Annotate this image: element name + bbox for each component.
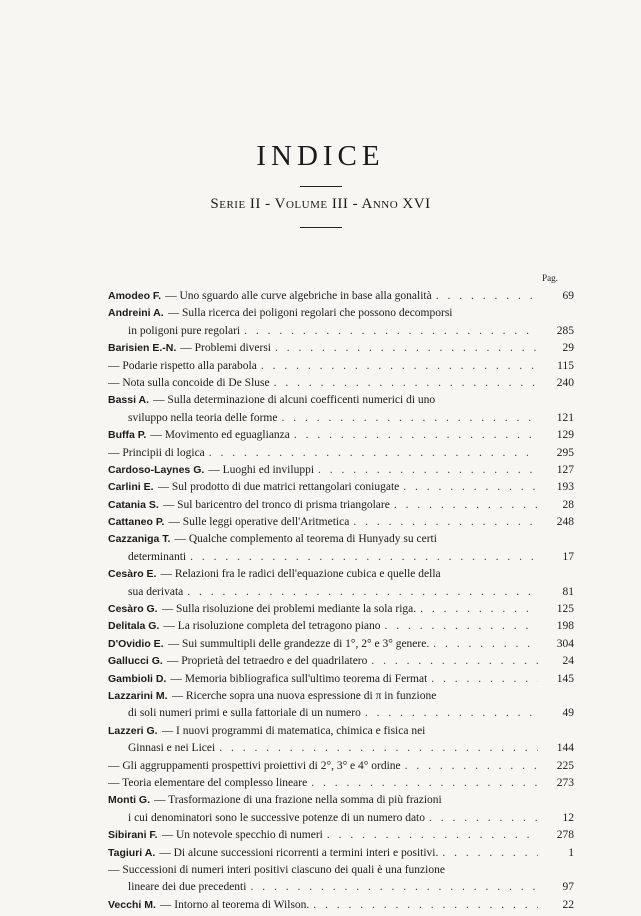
leader-dots bbox=[274, 377, 538, 389]
leader-dots bbox=[403, 481, 538, 493]
entry-page-number: 121 bbox=[556, 411, 574, 424]
entry-page-number: 273 bbox=[556, 776, 574, 789]
entry-title: — Principii di logica bbox=[108, 446, 205, 459]
entry-page-number: 29 bbox=[562, 342, 574, 355]
entry-author: Amodeo F. bbox=[108, 290, 162, 302]
leader-dots bbox=[429, 812, 538, 824]
index-entry bbox=[108, 551, 574, 568]
entry-title: — Gli aggruppamenti prospettivi proiettivi di 2°, 3° e 4° ordine bbox=[108, 759, 401, 772]
entry-page-number: 129 bbox=[556, 429, 574, 442]
leader-dots bbox=[190, 551, 538, 563]
leader-dots bbox=[275, 342, 538, 354]
leader-dots bbox=[436, 290, 538, 302]
index-entry bbox=[108, 464, 574, 481]
index-entry bbox=[108, 325, 574, 342]
entry-title: — Qualche complemento al teorema di Hunyady su certi bbox=[174, 533, 437, 546]
entry-title: — Intorno al teorema di Wilson. bbox=[159, 898, 310, 911]
index-entry bbox=[108, 707, 574, 724]
index-entry bbox=[108, 447, 574, 464]
index-entry bbox=[108, 481, 574, 498]
entry-page-number: 69 bbox=[562, 290, 574, 302]
title-rule-bottom bbox=[300, 227, 342, 228]
index-entry bbox=[108, 812, 574, 829]
index-entry bbox=[108, 899, 574, 916]
entry-title: — Sulla ricerca dei poligoni regolari che possono decomporsi bbox=[167, 307, 453, 320]
index-entry bbox=[108, 307, 574, 324]
entry-page-number: 240 bbox=[556, 376, 574, 389]
leader-dots bbox=[187, 586, 538, 598]
index-entry bbox=[108, 638, 574, 655]
index-entry bbox=[108, 360, 574, 377]
entry-page-number: 22 bbox=[562, 898, 574, 911]
entry-author: Catania S. bbox=[108, 498, 159, 511]
entry-author: Carlini E. bbox=[108, 481, 154, 494]
page-column-label: Pag. bbox=[542, 273, 558, 283]
entry-title: — Ricerche sopra una nuova espressione di π in funzione bbox=[171, 689, 437, 702]
entry-title: in poligoni pure regolari bbox=[128, 324, 241, 337]
entry-author: Barisien E.-N. bbox=[108, 342, 177, 355]
leader-dots bbox=[261, 360, 538, 372]
index-entry bbox=[108, 568, 574, 585]
entry-title: di soli numeri primi e sulla fattoriale di un numero bbox=[128, 707, 361, 720]
index-entry bbox=[108, 881, 574, 898]
entry-author: Andreini A. bbox=[108, 307, 164, 320]
index-entry bbox=[108, 690, 574, 707]
entry-author: Cattaneo P. bbox=[108, 516, 165, 529]
entry-page-number: 198 bbox=[556, 620, 574, 633]
index-entry bbox=[108, 516, 574, 533]
index-entry bbox=[108, 499, 574, 516]
entry-title: — Teoria elementare del complesso lineare bbox=[108, 776, 308, 789]
volume-subtitle: Serie II - Volume III - Anno XVI bbox=[210, 196, 431, 212]
leader-dots bbox=[294, 429, 538, 441]
leader-dots bbox=[385, 620, 538, 632]
entry-title: — Memoria bibliografica sull'ultimo teorema di Fermat bbox=[170, 672, 428, 685]
entry-author: Buffa P. bbox=[108, 429, 147, 442]
leader-dots bbox=[431, 673, 538, 685]
entry-title: — Podarie rispetto alla parabola bbox=[108, 359, 257, 372]
entry-page-number: 248 bbox=[556, 516, 574, 529]
entry-title: i cui denominatori sono le successive potenze di un numero dato bbox=[128, 811, 426, 824]
entry-author: Tagiuri A. bbox=[108, 846, 156, 859]
entry-page-number: 1 bbox=[568, 846, 574, 859]
leader-dots bbox=[209, 447, 538, 459]
index-list bbox=[108, 290, 574, 916]
index-entry bbox=[108, 342, 574, 359]
entry-title: lineare dei due precedenti bbox=[128, 881, 247, 894]
leader-dots bbox=[318, 464, 538, 476]
entry-author: Bassi A. bbox=[108, 394, 150, 407]
index-entry bbox=[108, 394, 574, 411]
entry-author: Delitala G. bbox=[108, 620, 160, 633]
index-entry bbox=[108, 655, 574, 672]
entry-title: — Trasformazione di una frazione nella somma di più frazioni bbox=[154, 794, 442, 807]
entry-title: — Sulla risoluzione dei problemi mediante la sola riga. bbox=[161, 603, 417, 616]
index-entry bbox=[108, 673, 574, 690]
index-entry bbox=[108, 864, 574, 881]
entry-page-number: 193 bbox=[556, 481, 574, 494]
entry-page-number: 278 bbox=[556, 829, 574, 842]
entry-page-number: 24 bbox=[562, 655, 574, 668]
entry-page-number: 125 bbox=[556, 603, 574, 616]
index-entry bbox=[108, 620, 574, 637]
index-entry bbox=[108, 725, 574, 742]
entry-author: Sibirani F. bbox=[108, 829, 158, 842]
leader-dots bbox=[250, 881, 538, 893]
leader-dots bbox=[313, 899, 538, 911]
index-entry bbox=[108, 760, 574, 777]
entry-author: Cardoso-Laynes G. bbox=[108, 463, 205, 476]
entry-page-number: 127 bbox=[556, 463, 574, 476]
entry-title: — Problemi diversi bbox=[180, 342, 271, 355]
index-entry bbox=[108, 777, 574, 794]
leader-dots bbox=[433, 638, 538, 650]
entry-page-number: 97 bbox=[562, 881, 574, 894]
leader-dots bbox=[327, 829, 538, 841]
entry-title: — Relazioni fra le radici dell'equazione cubica e quelle della bbox=[160, 568, 441, 581]
entry-title: — La risoluzione completa del tetragono piano bbox=[163, 620, 381, 633]
entry-title: — Sul prodotto di due matrici rettangolari coniugate bbox=[157, 481, 400, 494]
index-entry bbox=[108, 829, 574, 846]
entry-title: — Proprietà del tetraedro e del quadrilatero bbox=[166, 655, 368, 668]
index-entry bbox=[108, 847, 574, 864]
entry-title: — Uno sguardo alle curve algebriche in base alla gonalità bbox=[165, 290, 432, 302]
entry-page-number: 12 bbox=[562, 811, 574, 824]
index-entry bbox=[108, 586, 574, 603]
entry-page-number: 115 bbox=[557, 359, 574, 372]
entry-title: — Sui summultipli delle grandezze di 1°, 2° e 3° genere. bbox=[167, 637, 430, 650]
leader-dots bbox=[371, 655, 538, 667]
entry-author: Gambioli D. bbox=[108, 672, 167, 685]
leader-dots bbox=[219, 742, 538, 754]
entry-author: D'Ovidio E. bbox=[108, 637, 164, 650]
entry-title: — Nota sulla concoide di De Sluse bbox=[108, 376, 270, 389]
entry-title: sviluppo nella teoria delle forme bbox=[128, 411, 278, 424]
index-entry bbox=[108, 412, 574, 429]
entry-page-number: 144 bbox=[556, 742, 574, 755]
entry-author: Cazzaniga T. bbox=[108, 533, 171, 546]
entry-title: — Di alcune successioni ricorrenti a termini interi e positivi. bbox=[159, 846, 439, 859]
entry-page-number: 81 bbox=[562, 585, 574, 598]
entry-title: determinanti bbox=[128, 550, 187, 563]
leader-dots bbox=[394, 499, 538, 511]
entry-author: Cesàro G. bbox=[108, 603, 158, 616]
entry-title: — I nuovi programmi di matematica, chimica e fisica nei bbox=[161, 724, 426, 737]
index-entry bbox=[108, 794, 574, 811]
entry-page-number: 225 bbox=[556, 759, 574, 772]
index-entry bbox=[108, 533, 574, 550]
leader-dots bbox=[442, 847, 538, 859]
index-entry bbox=[108, 290, 574, 307]
entry-page-number: 285 bbox=[556, 324, 574, 337]
index-entry bbox=[108, 377, 574, 394]
entry-author: Lazzeri G. bbox=[108, 724, 158, 737]
entry-author: Monti G. bbox=[108, 794, 150, 807]
index-entry bbox=[108, 603, 574, 620]
leader-dots bbox=[353, 516, 538, 528]
page-title: INDICE bbox=[256, 140, 385, 172]
entry-title: — Luoghi ed inviluppi bbox=[208, 463, 315, 476]
entry-author: Gallucci G. bbox=[108, 655, 163, 668]
leader-dots bbox=[281, 412, 538, 424]
title-rule-top bbox=[300, 186, 342, 187]
entry-title: — Un notevole specchio di numeri bbox=[161, 829, 323, 842]
entry-title: Ginnasi e nei Licei bbox=[128, 742, 216, 755]
entry-page-number: 145 bbox=[556, 672, 574, 685]
entry-page-number: 295 bbox=[556, 446, 574, 459]
index-entry bbox=[108, 742, 574, 759]
entry-author: Vecchi M. bbox=[108, 898, 156, 911]
leader-dots bbox=[420, 603, 538, 615]
entry-title: — Movimento ed eguaglianza bbox=[150, 429, 290, 442]
entry-title: — Sulla determinazione di alcuni coefficenti numerici di uno bbox=[153, 394, 436, 407]
entry-title: — Sulle leggi operative dell'Aritmetica bbox=[168, 516, 350, 529]
entry-page-number: 17 bbox=[562, 550, 574, 563]
entry-page-number: 49 bbox=[562, 707, 574, 720]
entry-page-number: 28 bbox=[562, 498, 574, 511]
entry-author: Cesàro E. bbox=[108, 568, 157, 581]
entry-page-number: 304 bbox=[556, 637, 574, 650]
leader-dots bbox=[244, 325, 538, 337]
leader-dots bbox=[365, 707, 538, 719]
index-entry bbox=[108, 429, 574, 446]
entry-title: sua derivata bbox=[128, 585, 184, 598]
entry-title: — Successioni di numeri interi positivi ciascuno dei quali è una funzione bbox=[108, 863, 445, 876]
entry-title: — Sul baricentro del tronco di prisma triangolare bbox=[162, 498, 390, 511]
leader-dots bbox=[405, 760, 538, 772]
entry-author: Lazzarini M. bbox=[108, 689, 168, 702]
leader-dots bbox=[311, 777, 538, 789]
